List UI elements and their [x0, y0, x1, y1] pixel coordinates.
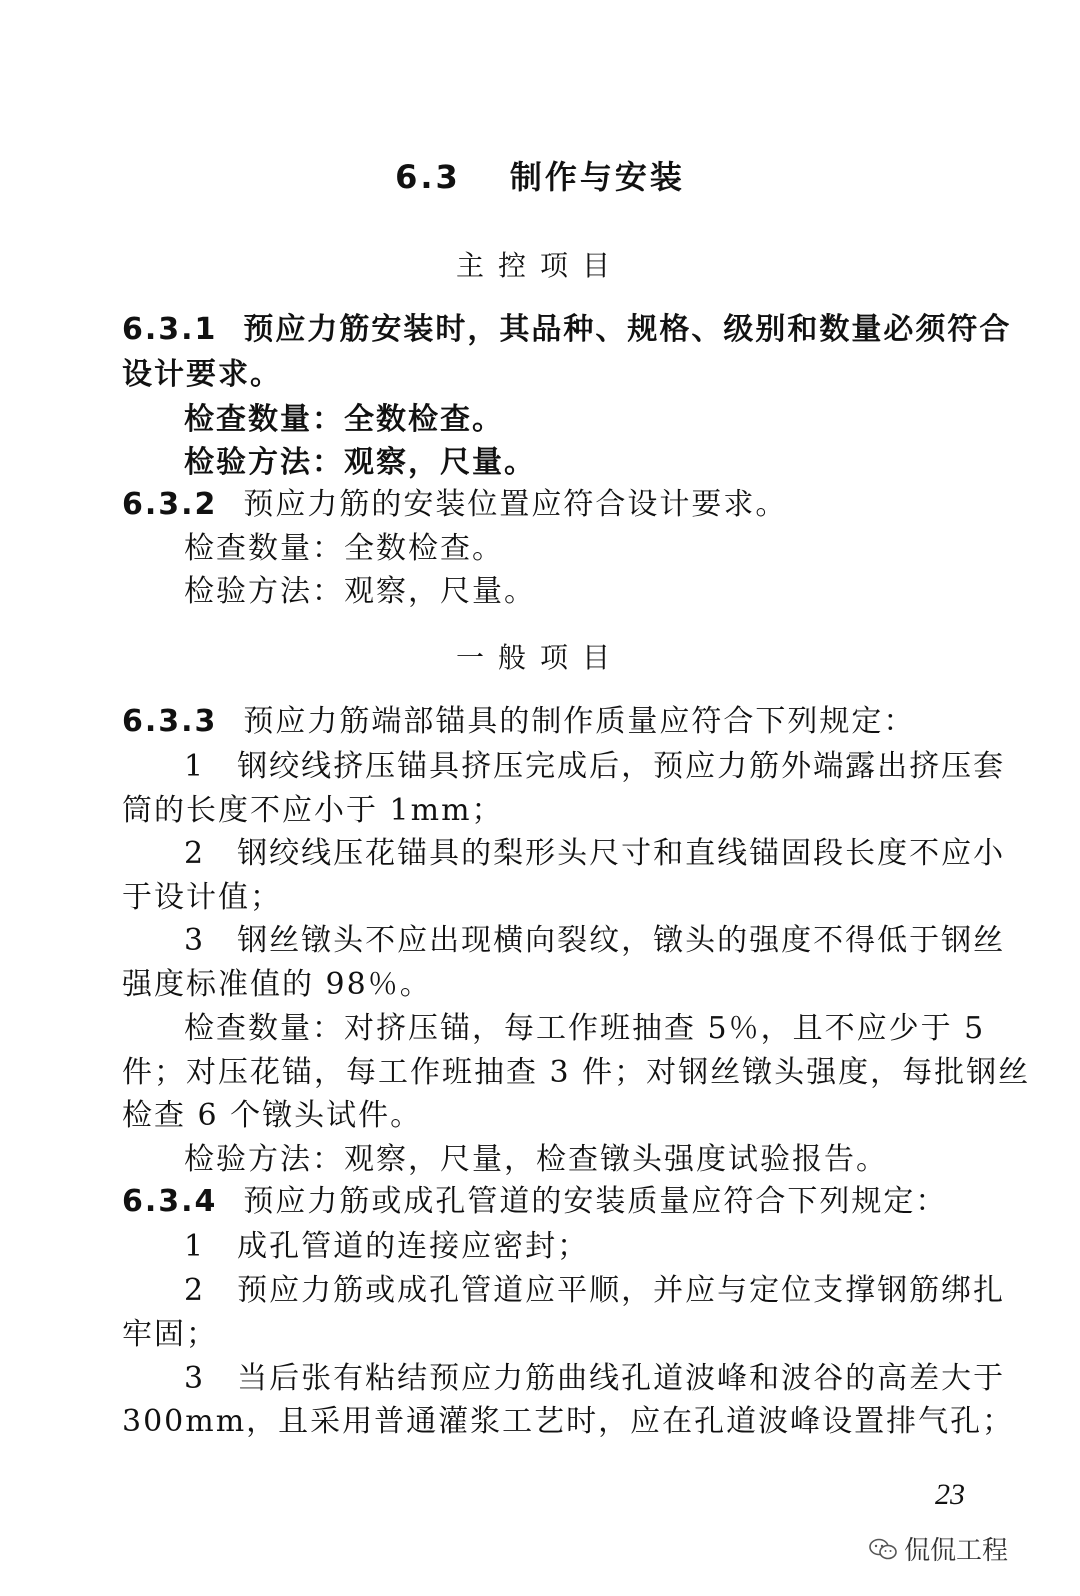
- clause-6-3-3-item1-b: 筒的长度不应小于 1mm；: [122, 793, 504, 828]
- clause-6-3-3-item3-b: 强度标准值的 98％。: [122, 967, 432, 1002]
- watermark: [868, 1530, 1008, 1567]
- clause-text: 预应力筋安装时，其品种、规格、级别和数量必须符合: [243, 312, 1012, 347]
- subhead-main-control: 主控项目: [455, 249, 624, 282]
- clause-6-3-3-item2-b: 于设计值；: [122, 880, 282, 915]
- clause-6-3-4-line1: [122, 1180, 947, 1224]
- subhead-general: 一般项目: [455, 641, 624, 674]
- section-title-text: 制作与安装: [509, 158, 685, 196]
- clause-6-3-1-method: 检验方法：观察，尺量。: [184, 445, 536, 480]
- clause-6-3-3-item3-a: 3 钢丝镦头不应出现横向裂纹，镦头的强度不得低于钢丝: [184, 923, 1006, 958]
- clause-text: 预应力筋的安装位置应符合设计要求。: [243, 487, 788, 522]
- clause-6-3-3-method: 检验方法：观察，尺量，检查镦头强度试验报告。: [184, 1142, 888, 1177]
- page-number: 23: [935, 1478, 965, 1511]
- wechat-icon: [868, 1537, 898, 1561]
- clause-6-3-1-line1: [122, 308, 1011, 352]
- clause-6-3-3-qty-c: 检查 6 个镦头试件。: [122, 1098, 423, 1133]
- clause-6-3-4-item2-a: 2 预应力筋或成孔管道应平顺，并应与定位支撑钢筋绑扎: [184, 1273, 1006, 1308]
- clause-6-3-4-item3-a: 3 当后张有粘结预应力筋曲线孔道波峰和波谷的高差大于: [184, 1361, 1006, 1396]
- clause-6-3-2-method: 检验方法：观察，尺量。: [184, 574, 536, 609]
- clause-6-3-3-item1-a: 1 钢绞线挤压锚具挤压完成后，预应力筋外端露出挤压套: [184, 749, 1006, 784]
- clause-number: 6.3.3: [122, 704, 218, 739]
- clause-number: 6.3.2: [122, 487, 218, 522]
- clause-6-3-3-qty-a: 检查数量：对挤压锚，每工作班抽查 5％，且不应少于 5: [184, 1011, 986, 1046]
- clause-6-3-1-line2: 设计要求。: [122, 357, 282, 392]
- section-number: 6.3: [395, 158, 461, 196]
- clause-number: 6.3.1: [122, 312, 218, 347]
- clause-6-3-2-line1: [122, 483, 787, 527]
- clause-6-3-3-qty-b: 件；对压花锚，每工作班抽查 3 件；对钢丝镦头强度，每批钢丝: [122, 1055, 1031, 1090]
- clause-6-3-4-item2-b: 牢固；: [122, 1317, 218, 1352]
- clause-6-3-4-item1: 1 成孔管道的连接应密封；: [184, 1229, 590, 1264]
- clause-text: 预应力筋端部锚具的制作质量应符合下列规定：: [243, 704, 916, 739]
- clause-6-3-3-item2-a: 2 钢绞线压花锚具的梨形头尺寸和直线锚固段长度不应小: [184, 836, 1006, 871]
- clause-text: 预应力筋或成孔管道的安装质量应符合下列规定：: [243, 1184, 948, 1219]
- clause-6-3-4-item3-b: 300mm，且采用普通灌浆工艺时，应在孔道波峰设置排气孔；: [122, 1404, 1015, 1439]
- clause-6-3-2-qty: 检查数量：全数检查。: [184, 531, 504, 566]
- clause-number: 6.3.4: [122, 1184, 218, 1219]
- clause-6-3-1-qty: 检查数量：全数检查。: [184, 402, 504, 437]
- watermark-text: 侃侃工程: [904, 1536, 1009, 1566]
- section-title: [0, 155, 1080, 199]
- clause-6-3-3-line1: [122, 700, 915, 744]
